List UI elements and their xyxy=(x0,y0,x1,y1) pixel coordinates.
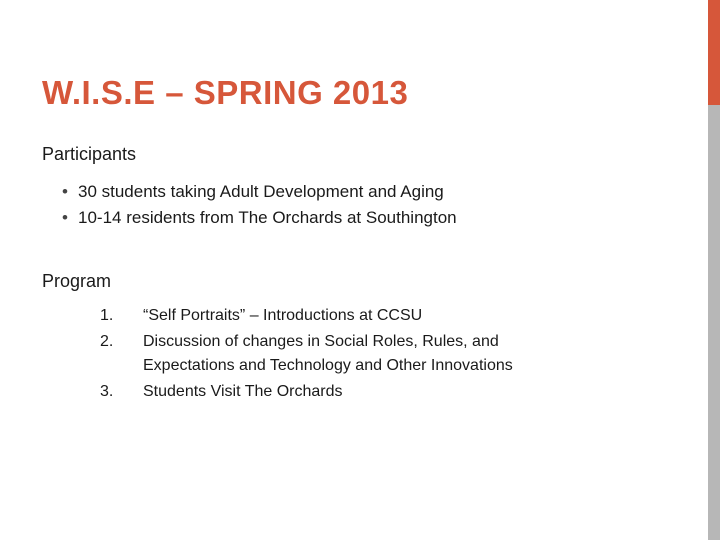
list-item xyxy=(100,304,573,328)
bullet-text: 10-14 residents from The Orchards at Southington xyxy=(78,208,457,227)
bullet-icon: • xyxy=(62,182,68,201)
list-item xyxy=(62,179,457,205)
item-text: Discussion of changes in Social Roles, Rules, and Expectations and Technology and Other Innovations xyxy=(143,333,513,374)
bullet-text: 30 students taking Adult Development and Aging xyxy=(78,182,444,201)
item-number: 1. xyxy=(100,307,114,324)
item-number: 2. xyxy=(100,333,114,350)
list-item xyxy=(62,205,457,231)
item-text: “Self Portraits” – Introductions at CCSU xyxy=(143,307,423,324)
participants-heading: Participants xyxy=(42,144,137,164)
list-item xyxy=(100,380,573,404)
bullet-icon: • xyxy=(62,208,68,227)
slide-title: W.I.S.E – SPRING 2013 xyxy=(42,74,409,111)
side-accent-bar xyxy=(708,0,720,105)
participants-list xyxy=(62,179,457,231)
item-text: Students Visit The Orchards xyxy=(143,383,343,400)
program-heading: Program xyxy=(42,271,112,291)
list-item xyxy=(100,330,573,378)
program-list xyxy=(100,304,573,406)
item-number: 3. xyxy=(100,383,114,400)
